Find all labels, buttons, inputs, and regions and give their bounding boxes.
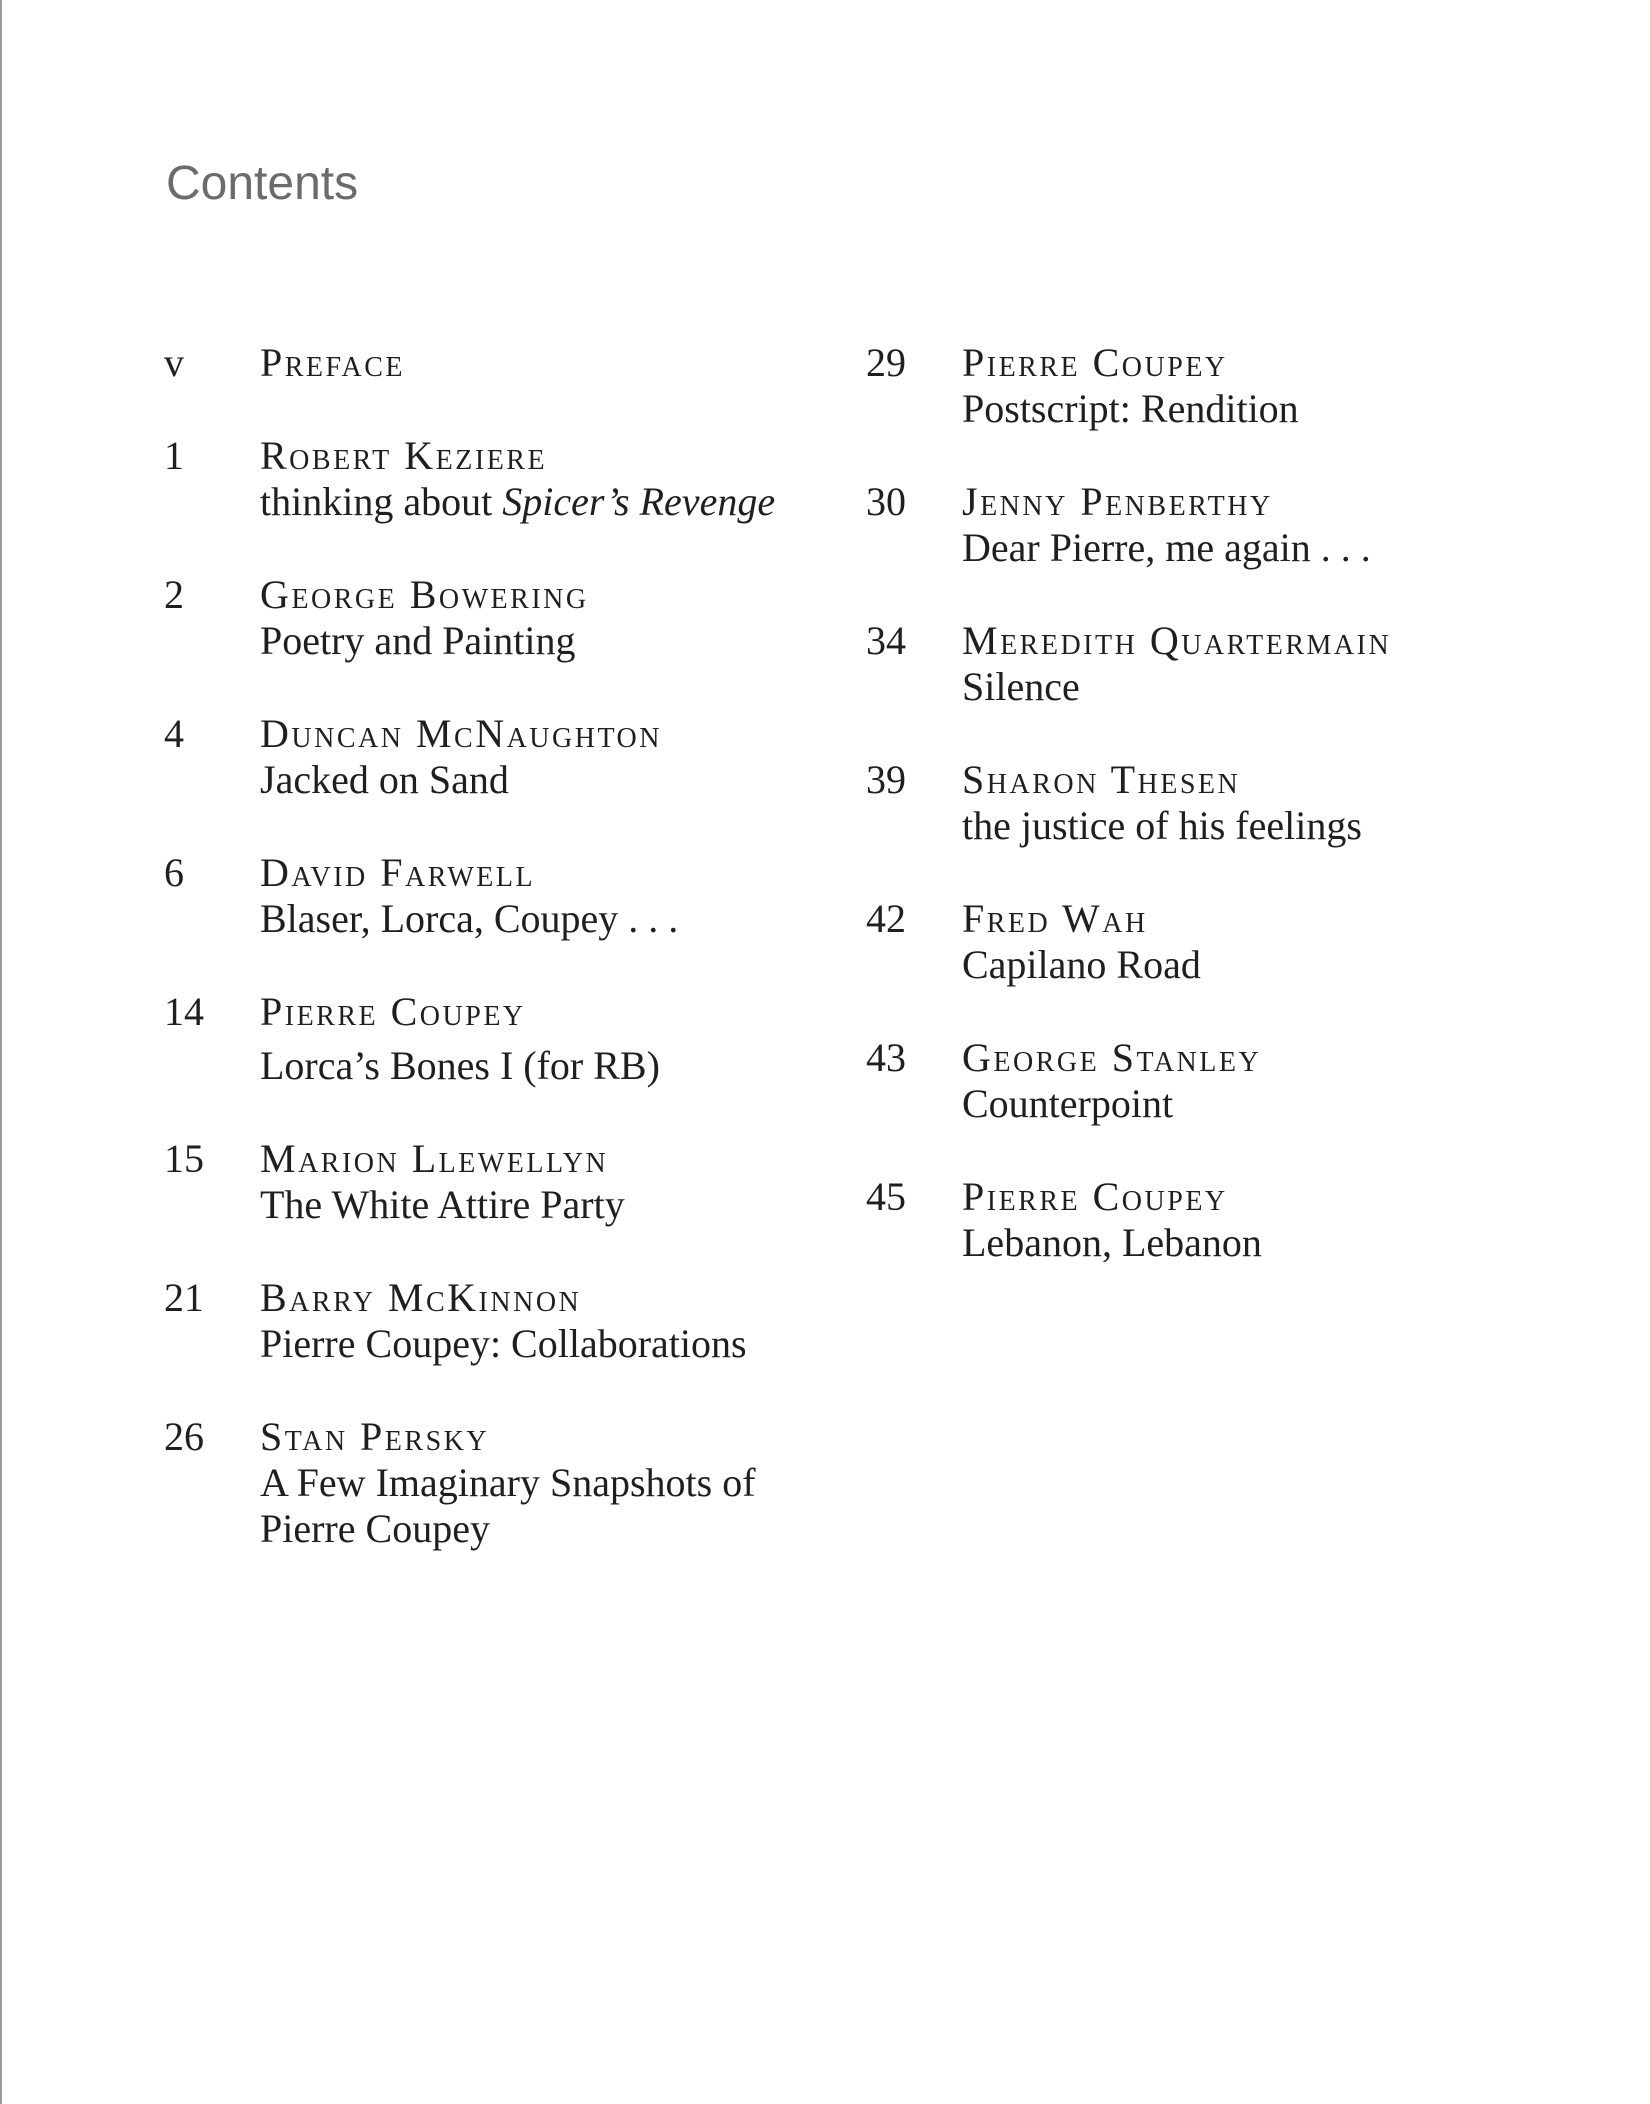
- entry-title: the justice of his feelings: [962, 803, 1362, 848]
- entry-title: Capilano Road: [962, 942, 1201, 987]
- author-name: Pierre Coupey: [962, 1174, 1228, 1219]
- toc-entry[interactable]: [164, 1136, 824, 1228]
- author-name: George Bowering: [260, 572, 589, 617]
- toc-entry[interactable]: [866, 1035, 1526, 1127]
- entry-title: thinking about Spicer’s Revenge: [260, 479, 776, 524]
- entry-title: Silence: [962, 664, 1080, 709]
- page-number: 4: [164, 711, 184, 756]
- page-number: v: [164, 340, 184, 385]
- page-number: 30: [866, 479, 906, 524]
- page-edge: [0, 0, 2, 2104]
- entry-title: Dear Pierre, me again . . .: [962, 525, 1371, 570]
- toc-entry[interactable]: [866, 340, 1526, 432]
- page-number: 14: [164, 989, 204, 1034]
- page-number: 43: [866, 1035, 906, 1080]
- author-name: Pierre Coupey: [962, 340, 1228, 385]
- author-name: Fred Wah: [962, 896, 1148, 941]
- author-name: Marion Llewellyn: [260, 1136, 609, 1181]
- page-number: 1: [164, 433, 184, 478]
- author-name: Barry McKinnon: [260, 1275, 582, 1320]
- author-name: Meredith Quartermain: [962, 618, 1392, 663]
- page-number: 6: [164, 850, 184, 895]
- author-name: David Farwell: [260, 850, 536, 895]
- entry-title: Counterpoint: [962, 1081, 1174, 1126]
- contents-column-right: [866, 340, 1526, 1313]
- toc-entry[interactable]: [866, 1174, 1526, 1266]
- toc-entry[interactable]: [866, 896, 1526, 988]
- entry-title: Blaser, Lorca, Coupey . . .: [260, 896, 679, 941]
- page-number: 39: [866, 757, 906, 802]
- page-number: 15: [164, 1136, 204, 1181]
- author-name: Duncan McNaughton: [260, 711, 662, 756]
- author-name: Stan Persky: [260, 1414, 490, 1459]
- page-number: 34: [866, 618, 906, 663]
- author-name: Pierre Coupey: [260, 989, 526, 1034]
- toc-entry[interactable]: [164, 340, 824, 386]
- author-name: Preface: [260, 340, 406, 385]
- entry-title: Pierre Coupey: Collaborations: [260, 1321, 747, 1366]
- toc-entry[interactable]: [164, 711, 824, 803]
- author-name: George Stanley: [962, 1035, 1262, 1080]
- toc-entry[interactable]: [866, 618, 1526, 710]
- page-number: 2: [164, 572, 184, 617]
- page-title: Contents: [166, 157, 359, 210]
- author-name: Jenny Penberthy: [962, 479, 1273, 524]
- entry-title: Poetry and Painting: [260, 618, 576, 663]
- page-number: 21: [164, 1275, 204, 1320]
- toc-entry[interactable]: [866, 757, 1526, 849]
- entry-title: The White Attire Party: [260, 1182, 625, 1227]
- toc-entry[interactable]: [164, 572, 824, 664]
- toc-entry[interactable]: [164, 989, 824, 1089]
- entry-title: Lebanon, Lebanon: [962, 1220, 1262, 1265]
- page-number: 29: [866, 340, 906, 385]
- page-number: 26: [164, 1414, 204, 1459]
- entry-title: A Few Imaginary Snapshots of Pierre Coupey: [260, 1460, 756, 1551]
- toc-entry[interactable]: [164, 1414, 824, 1552]
- toc-entry[interactable]: [866, 479, 1526, 571]
- toc-entry[interactable]: [164, 433, 824, 525]
- entry-title: Jacked on Sand: [260, 757, 509, 802]
- contents-column-left: [164, 340, 824, 1599]
- page-number: 45: [866, 1174, 906, 1219]
- page-number: 42: [866, 896, 906, 941]
- entry-title: Lorca’s Bones I (for RB): [260, 1043, 660, 1088]
- entry-title: Postscript: Rendition: [962, 386, 1299, 431]
- toc-entry[interactable]: [164, 850, 824, 942]
- author-name: Sharon Thesen: [962, 757, 1241, 802]
- toc-entry[interactable]: [164, 1275, 824, 1367]
- author-name: Robert Keziere: [260, 433, 548, 478]
